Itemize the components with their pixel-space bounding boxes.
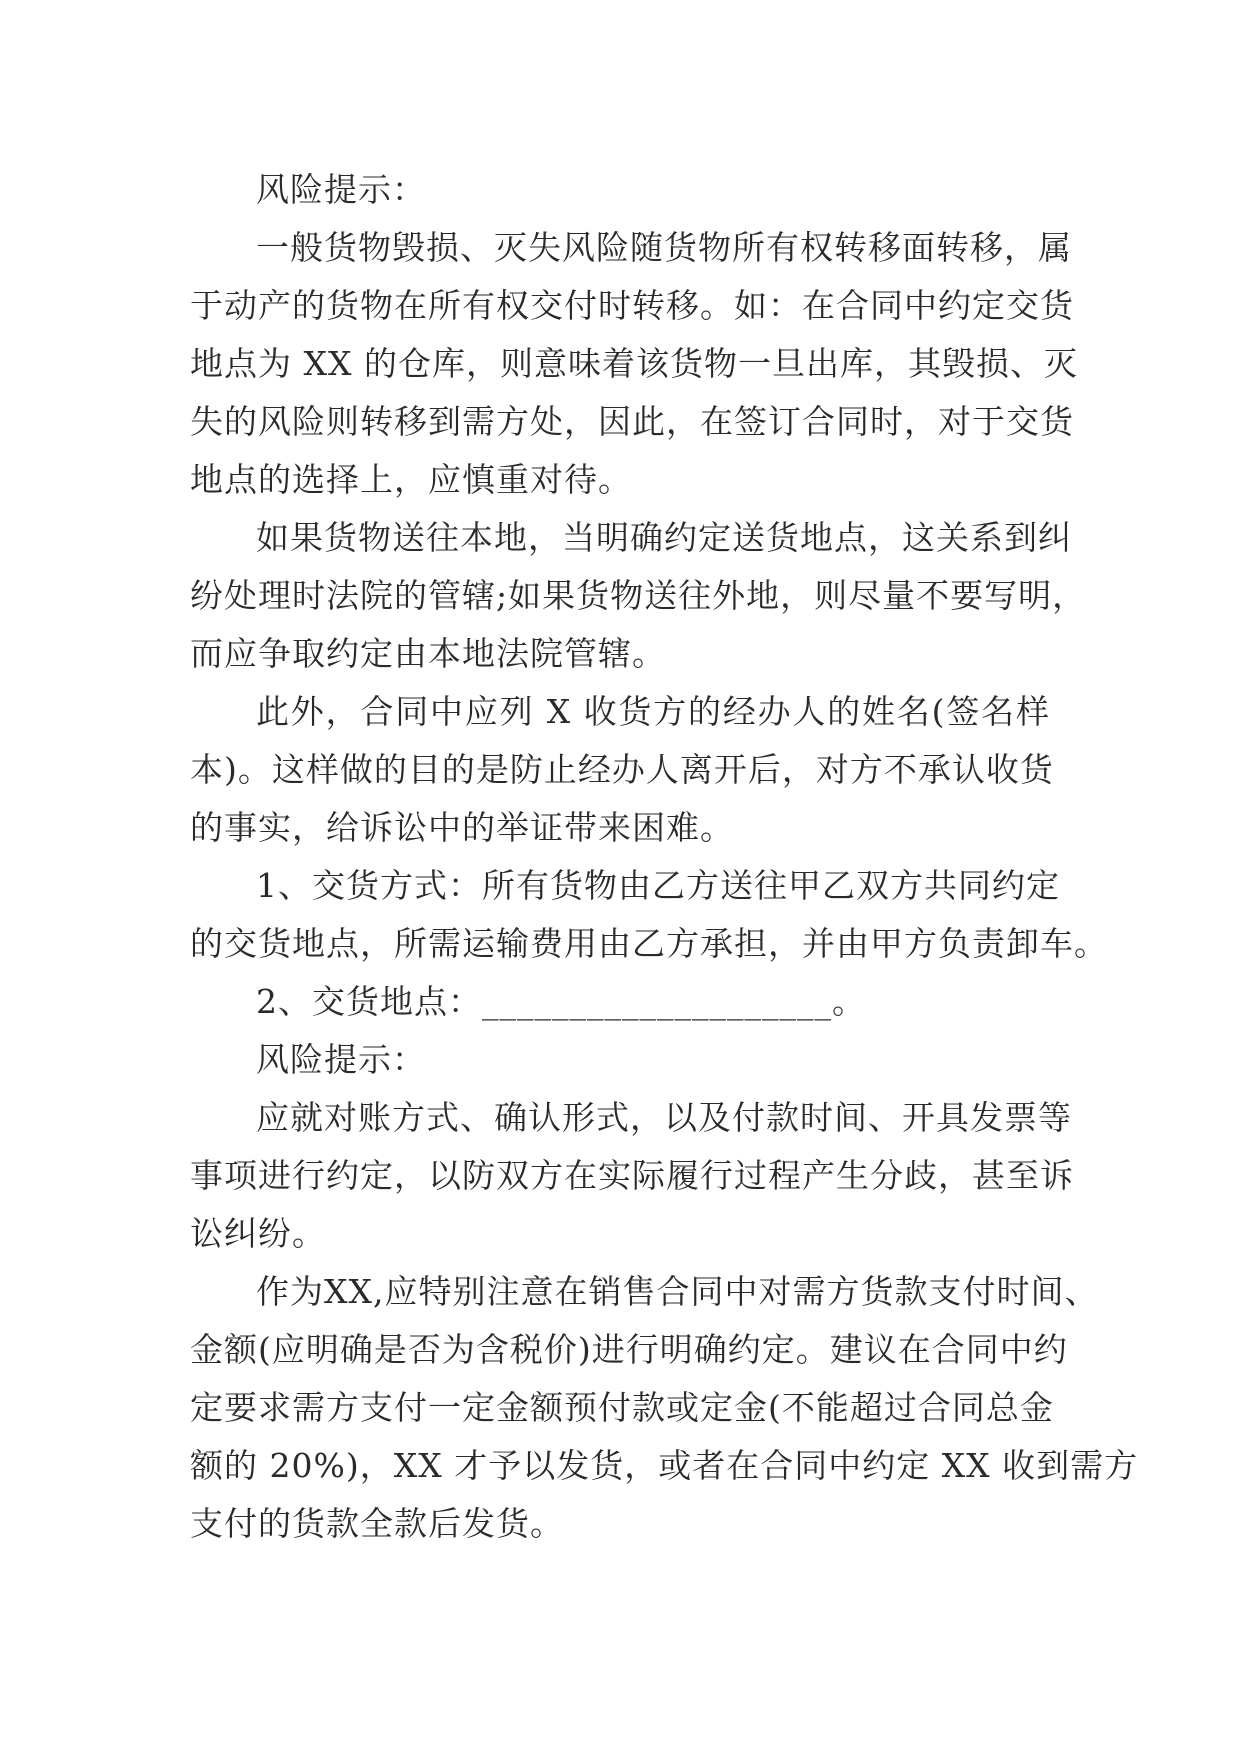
- paragraph-1-line-3: 地点为 XX 的仓库，则意味着该货物一旦出库，其毁损、灭: [190, 344, 1078, 383]
- paragraph-5-line-4: 额的 20%)，XX 才予以发货，或者在合同中约定 XX 收到需方: [190, 1446, 1139, 1485]
- paragraph-4-line-1: 应就对账方式、确认形式，以及付款时间、开具发票等: [256, 1098, 1072, 1137]
- delivery-location-line: 2、交货地点：____________________。: [256, 982, 866, 1021]
- paragraph-2-line-3: 而应争取约定由本地法院管辖。: [190, 634, 666, 673]
- paragraph-4-line-2: 事项进行约定，以防双方在实际履行过程产生分歧，甚至诉: [190, 1156, 1074, 1195]
- risk-tip-heading-1: 风险提示：: [256, 170, 426, 209]
- risk-tip-heading-2: 风险提示：: [256, 1040, 426, 1079]
- paragraph-5-line-5: 支付的货款全款后发货。: [190, 1504, 564, 1543]
- delivery-method-line-2: 的交货地点，所需运输费用由乙方承担，并由甲方负责卸车。: [190, 924, 1108, 963]
- paragraph-3-line-2: 本)。这样做的目的是防止经办人离开后，对方不承认收货: [190, 750, 1054, 789]
- paragraph-1-line-2: 于动产的货物在所有权交付时转移。如：在合同中约定交货: [190, 286, 1074, 325]
- paragraph-1-line-4: 失的风险则转移到需方处，因此，在签订合同时，对于交货: [190, 402, 1074, 441]
- paragraph-3-line-3: 的事实，给诉讼中的举证带来困难。: [190, 808, 734, 847]
- delivery-method-line-1: 1、交货方式：所有货物由乙方送往甲乙双方共同约定: [256, 866, 1060, 905]
- paragraph-2-line-1: 如果货物送往本地，当明确约定送货地点，这关系到纠: [256, 518, 1072, 557]
- paragraph-5-line-2: 金额(应明确是否为含税价)进行明确约定。建议在合同中约: [190, 1330, 1068, 1369]
- paragraph-5-line-1: 作为XX,应特别注意在销售合同中对需方货款支付时间、: [256, 1272, 1099, 1311]
- paragraph-3-line-1: 此外，合同中应列 X 收货方的经办人的姓名(签名样: [256, 692, 1050, 731]
- paragraph-1-line-1: 一般货物毁损、灭失风险随货物所有权转移面转移，属: [256, 228, 1072, 267]
- paragraph-1-line-5: 地点的选择上，应慎重对待。: [190, 460, 632, 499]
- paragraph-5-line-3: 定要求需方支付一定金额预付款或定金(不能超过合同总金: [190, 1388, 1054, 1427]
- paragraph-2-line-2: 纷处理时法院的管辖;如果货物送往外地，则尽量不要写明，: [190, 576, 1087, 615]
- paragraph-4-line-3: 讼纠纷。: [190, 1214, 326, 1253]
